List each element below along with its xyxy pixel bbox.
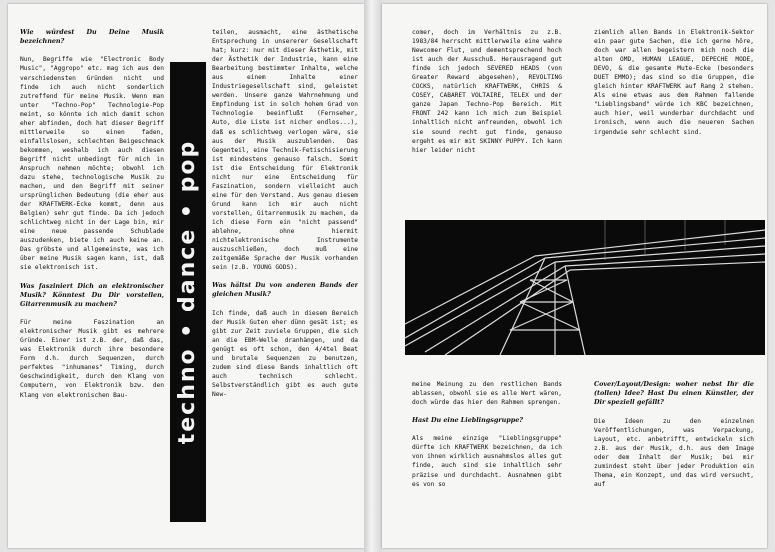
answer-electronic-fascination: Für meine Faszination an elektronischer Musik gibt es mehrere Gründe. Einer ist z.B. der, daß das, was Elektronik durch ihre besondere Form d.h. durch Sequenzen, durch perfektes "inhumanes" Timing, durch Geschwindigkeit, durch den Klang von Computern, von Elektronik bzw. den Klang von elektronischen Bau- — [20, 319, 164, 399]
left-column-2 — [212, 28, 358, 543]
question-favorite-group: Hast Du eine Lieblingsgruppe? — [412, 416, 524, 425]
answer-cover-design: Die Ideen zu den einzelnen Veröffentlichungen, was Verpackung, Layout, etc. anbetrifft, entwickeln sich z.B. aus der Musik, d.h. aus dem Image oder dem Inhalt der Musik; bei mir zumindest steht über jeder Produktion ein Thema, ein Konzept, und das wird versucht, auf — [594, 417, 754, 488]
question-cover-design: Cover/Layout/Design: woher nebst Ihr die (tollen) Idee? Hast Du einen Künstler, der Dir speziell gefällt? — [594, 380, 754, 407]
right-column-2-bottom — [594, 380, 754, 545]
answer-other-bands-continued: comer, doch im Verhältnis zu z.B. 1983/84 herrscht mittlerweile eine wahre Newcomer Flut, und dementsprechend hoch ist auch der Ausschuß. Herausragend gut finde ich jedoch SEVERED HEADS (von Greater Reward abgesehen), REVOLTING COCKS, natürlich KRAFTWERK, CHRIS & COSEY, CABARET VOLTAIRE, TELEX und der ganze Japan Techno-Pop Bereich. Mit FRONT 242 kann ich mich zum Beispiel inhaltlich nicht anfreunden, obwohl ich sie sound recht gut finde, genauso ergeht es mir mit SKINNY PUPPY. Ich kann hier leider nicht — [412, 29, 562, 154]
answer-electronic-fascination-continued: teilen, ausmacht, eine ästhetische Entsprechung in unsererer Gesellschaft hat; kurz: nur mit dieser Ästhetik, mit der Ästhetik der Industrie, kann eine Bearbeitung bestimmter Inhalte, welche aus einem Inhalte einer Industriegesellschaft sind, geleistet werden. Unsere ganze Wahrnehmung und Empfindung ist in solch hohem Grad von Technologie beeinflußt (Fernseher, Auto, die Liste ist nicher endlos...), daß es schlichtweg verlogen wäre, sie aus der Musik auszublenden. Das Gegenteil, eine Technik-Fetischisierung ist mindestens genauso falsch. Somit ist die Entscheidung für Elektronik nicht nur eine Entscheidung für Faszination, sondern vielleicht auch eine für den Verstand. Aus genau diesem Grund kann ich mir auch nicht vorstellen, Gitarrenmusik zu machen, da ich diese Form ein "nicht passend" ablehne, ohne hiermit nichtelektronische Instrumente auszuschließen, doch muß eine zeitgemäße Sprache der Musik vorhanden sein (z.B. YOUNG GODS). — [212, 29, 358, 272]
answer-other-bands: Ich finde, daß auch in diesem Bereich der Musik Guten eher dünn gesät ist; es gibt zur Zeit zuviele Gruppen, die sich an die EBM-Welle dranhängen, und da genügt es oft schon, den 4/4tel Beat und brutale Sequenzen zu benutzen, zudem sind diese Bands inhaltlich oft auch technisch schlecht. Selbstverständlich gibt es auch gute New- — [212, 309, 358, 399]
question-electronic-fascination: Was fasziniert Dich an elektronischer Musik? Könntest Du Dir vorstellen, Gitarrenmusik zu machen? — [20, 281, 164, 308]
question-other-bands: Was hältst Du von anderen Bands der gleichen Musik? — [212, 281, 358, 299]
page-gutter — [364, 0, 382, 552]
right-column-1-top — [412, 28, 562, 216]
industrial-structure-photo — [405, 220, 765, 355]
answer-other-bands-end: meine Meinung zu den restlichen Bands ablassen, obwohl sie es alle Wert wären, doch würde das hier den Rahmen sprengen. — [412, 381, 562, 407]
right-column-2-top — [594, 28, 754, 216]
right-column-1-bottom — [412, 380, 562, 545]
question-music-description: Wie würdest Du Deine Musik bezeichnen? — [20, 28, 164, 46]
left-column-1 — [20, 28, 164, 543]
photo-illustration — [405, 220, 765, 355]
answer-favorite-group: Als meine einzige "Lieblingsgruppe" dürfte ich KRAFTWERK bezeichnen, da ich von ihnen wirklich ausnahmslos alles gut finde, auch sind sie inhaltlich sehr präzise und durchdacht. Ausnahmen gibt es von so — [412, 435, 562, 488]
vertical-banner — [170, 62, 206, 522]
answer-favorite-group-continued: ziemlich allen Bands in Elektronik-Sektor ein paar gute Sachen, die ich gerne höre, doch war allen begeistern mich noch die alten OMD, HUMAN LEAGUE, DEPECHE MODE, DEVO, & die gesamte Mute-Ecke (besonders DUET EMMO); das sind so die Gruppen, die gleich hinter KRAFTWERK auf Rang 2 stehen. Als eine etwas aus dem Rahmen fallende "Lieblingsband" würde ich KBC bezeichnen, auch hier, weil wunderbar durchdacht und ironisch, wenn auch die neueren Sachen irgendwie sehr schlecht sind. — [594, 29, 754, 136]
vertical-banner-text: techno • dance • pop — [175, 139, 200, 445]
answer-music-description: Nun, Begriffe wie "Electronic Body Music", "Aggropo" etc. mag ich aus den verschiedensten Gründen nicht und finde ich auch nicht sonderlich zutreffend für meine Musik. Wenn man unter "Techno-Pop" Technologie-Pop meint, so könnte ich mich damit schon eher abfinden, doch hat dieser Begriff mittlerweile so einen faden, einfallslosen, schlechten Beigeschmack bekommen, weshalb ich auch diesen Begriff nicht unbedingt für mich in Anspruch nehmen möchte; obwohl ich dazu stehe, technologische Musik zu machen, und den Begriff mit seiner ursprünglichen Bedeutung (die eher aus der KRAFTWERK-Ecke kommt, denn aus Belgien) sehr gut finde. Da ich jedoch schlichtweg nicht in der Lage bin, mir eine neue passende Schublade auszudenken, biete ich auch keine an. Das gröbste und allgemeinste, was ich über meine Musik sagen kann, ist, daß sie elektronisch ist. — [20, 56, 164, 272]
